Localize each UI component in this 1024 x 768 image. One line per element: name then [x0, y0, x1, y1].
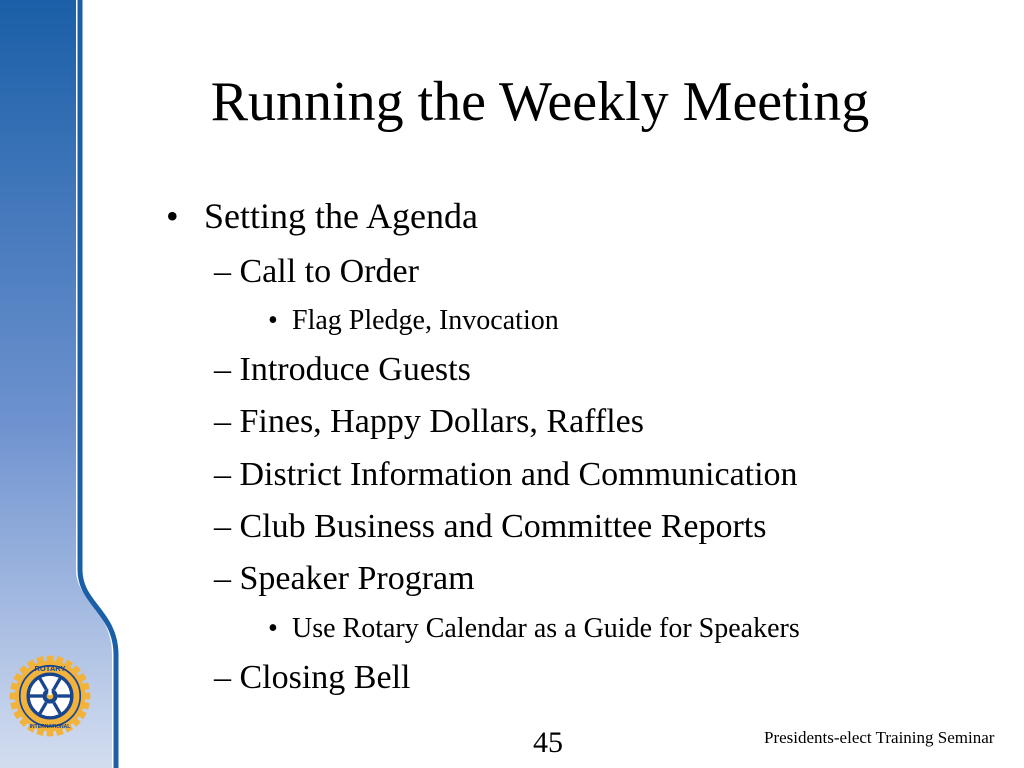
bullet-text: Call to Order — [239, 253, 419, 290]
slide-title: Running the Weekly Meeting — [210, 71, 870, 133]
bullet-marker: – — [214, 659, 231, 696]
bullet-level-2 — [214, 559, 475, 599]
bullet-level-2 — [214, 402, 644, 442]
bullet-level-3 — [268, 304, 559, 338]
bullet-text: Fines, Happy Dollars, Raffles — [239, 403, 644, 440]
bullet-text: Use Rotary Calendar as a Guide for Speakers — [292, 613, 800, 644]
footer-text: Presidents-elect Training Seminar — [764, 728, 995, 747]
bullet-level-2 — [214, 658, 410, 698]
logo-text-top: ROTARY — [34, 663, 66, 673]
bullet-marker: – — [214, 508, 231, 545]
bullet-text: Speaker Program — [239, 560, 475, 597]
bullet-level-2 — [214, 350, 471, 390]
bullet-marker: • — [268, 305, 278, 336]
bullet-marker: – — [214, 253, 231, 290]
bullet-text: Setting the Agenda — [204, 196, 478, 236]
bullet-text: Closing Bell — [239, 659, 411, 696]
bullet-level-2 — [214, 252, 419, 292]
bullet-level-2 — [214, 507, 766, 547]
bullet-text: District Information and Communication — [239, 456, 798, 493]
bullet-marker: – — [214, 351, 231, 388]
bullet-marker: • — [166, 196, 179, 236]
bullet-text: Club Business and Committee Reports — [239, 508, 767, 545]
bullet-level-3 — [268, 612, 800, 646]
bullet-marker: – — [214, 456, 231, 493]
bullet-text: Flag Pledge, Invocation — [292, 305, 559, 336]
sidebar-decoration — [0, 0, 130, 768]
page-number: 45 — [533, 726, 563, 759]
rotary-wheel-icon — [8, 654, 92, 738]
bullet-text: Introduce Guests — [239, 351, 471, 388]
bullet-marker: • — [268, 613, 278, 644]
bullet-level-2 — [214, 455, 798, 495]
logo-text-bottom: INTERNATIONAL — [29, 723, 71, 730]
bullet-level-1 — [166, 194, 478, 238]
bullet-marker: – — [214, 560, 231, 597]
bullet-marker: – — [214, 403, 231, 440]
